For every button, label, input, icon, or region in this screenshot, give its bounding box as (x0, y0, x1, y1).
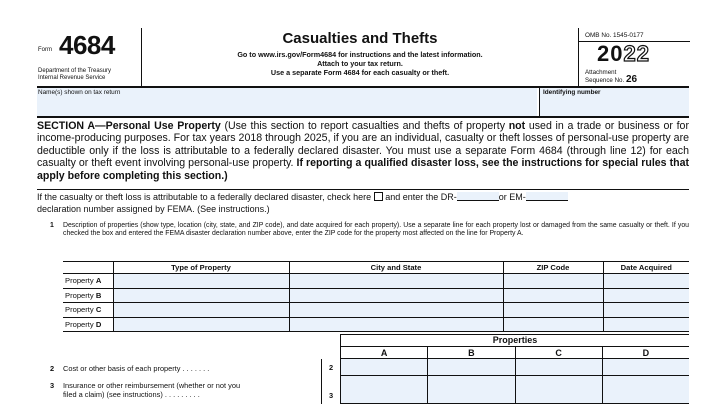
fema-text-2: and enter the DR- (385, 192, 457, 202)
section-a-heading: SECTION A—Personal Use Property (37, 120, 221, 132)
line-1 (37, 222, 689, 239)
line-2-b-field[interactable] (427, 359, 514, 376)
property-d-zip-field[interactable] (503, 317, 603, 332)
line-3-d-field[interactable] (602, 376, 689, 404)
header-instructions (142, 50, 578, 77)
line-1-description: Description of properties (show type, location (city, state, and ZIP code), and date acquired for each property). Use a separate line for each property lost or damaged from the same casualty or theft. If you checked the box and entered the FEMA disaster declaration number above, enter the ZIP code for the property most affected on the line for Property A. (63, 222, 689, 238)
omb-block (578, 28, 689, 86)
section-a-bold-tail: If reporting a qualified disaster loss, see the instructions for special rules that apply before completing this section.) (37, 157, 689, 182)
line-2-cells (340, 359, 689, 376)
fema-disaster-checkbox[interactable] (374, 192, 383, 201)
line-3-a-field[interactable] (340, 376, 427, 404)
header-zip-code: ZIP Code (503, 262, 603, 274)
property-word: Property (65, 276, 94, 286)
sequence-label: Sequence No. (585, 77, 625, 84)
fema-checkbox-line (37, 191, 689, 215)
line-3-b-field[interactable] (427, 376, 514, 404)
table-row (63, 274, 689, 289)
property-c-type-field[interactable] (113, 303, 289, 318)
tax-year (597, 41, 650, 67)
line-3-number: 3 (50, 381, 55, 390)
properties-columns (340, 347, 689, 359)
property-b-label (63, 288, 113, 303)
property-b-city-field[interactable] (289, 288, 503, 303)
line-2-text (63, 364, 209, 373)
dr-number-field[interactable] (457, 192, 499, 201)
section-a-intro (37, 120, 689, 182)
property-a-type-field[interactable] (113, 274, 289, 289)
property-a-city-field[interactable] (289, 274, 503, 289)
property-letter: C (95, 305, 102, 315)
property-table-header (63, 262, 689, 274)
properties-column-d: D (602, 347, 689, 358)
instruction-line-2: Attach to your tax return. (317, 59, 403, 68)
tax-year-suffix: 22 (623, 41, 650, 66)
property-a-zip-field[interactable] (503, 274, 603, 289)
section-a-text-2: used in a trade or business or for income-producing purposes. For tax years 2018 through 2025, if you are an individual, casualty or theft losses of personal-use property are deductible only if the loss is attributable to a federally declared disaster. You must use a separate Form 4684 (through line 12) for each casualty or theft event involving personal-use property. (37, 120, 689, 170)
property-letter: D (95, 319, 102, 329)
line-2-a-field[interactable] (340, 359, 427, 376)
line-3-dots: . . . . . . . . . (164, 390, 200, 399)
instruction-line-1: Go to www.irs.gov/Form4684 for instructions and the latest information. (237, 50, 483, 59)
department (38, 68, 142, 82)
property-c-city-field[interactable] (289, 303, 503, 318)
section-a-not: not (508, 120, 526, 132)
property-b-zip-field[interactable] (503, 288, 603, 303)
header-city-and-state: City and State (289, 262, 503, 274)
table-row (63, 317, 689, 332)
property-b-date-field[interactable] (603, 288, 689, 303)
line-3 (37, 376, 689, 404)
line-3-label-2: filed a claim) (see instructions) (63, 390, 163, 399)
omb-number: OMB No. 1545-0177 (585, 32, 644, 39)
property-b-type-field[interactable] (113, 288, 289, 303)
title-block (142, 28, 578, 86)
em-number-field[interactable] (526, 192, 568, 201)
form-header (37, 28, 689, 88)
form-word: Form (38, 47, 52, 53)
section-a-text-1: (Use this section to report casualties and thefts of property (220, 120, 509, 132)
identifying-number-label: Identifying number (543, 89, 601, 96)
form-id-block (37, 28, 142, 86)
property-table (63, 261, 689, 332)
line-2 (37, 359, 689, 376)
department-treasury: Department of the Treasury (38, 68, 112, 74)
property-c-date-field[interactable] (603, 303, 689, 318)
attachment-sequence (585, 69, 637, 84)
line-2-box-number: 2 (321, 359, 340, 376)
property-a-label (63, 274, 113, 289)
section-divider (37, 189, 689, 190)
fema-text-4: declaration number assigned by FEMA. (See instructions.) (37, 204, 270, 214)
table-row (63, 303, 689, 318)
name-label: Name(s) shown on tax return (38, 89, 121, 96)
line-1-number: 1 (50, 222, 54, 229)
property-d-type-field[interactable] (113, 317, 289, 332)
property-header-blank (63, 262, 113, 274)
instruction-line-3: Use a separate Form 4684 for each casualty or theft. (270, 68, 450, 77)
line-2-d-field[interactable] (602, 359, 689, 376)
sequence-number: 26 (625, 74, 638, 85)
fema-text-1: If the casualty or theft loss is attributable to a federally declared disaster, check here (37, 192, 372, 202)
property-letter: B (95, 290, 102, 300)
line-2-label: Cost or other basis of each property (63, 364, 181, 373)
line-2-number: 2 (50, 364, 55, 373)
tax-year-prefix: 20 (597, 41, 624, 66)
form-title: Casualties and Thefts (282, 30, 438, 47)
properties-column-b: B (427, 347, 514, 358)
line-3-box-number: 3 (321, 376, 340, 404)
line-3-c-field[interactable] (515, 376, 602, 404)
property-c-label (63, 303, 113, 318)
property-c-zip-field[interactable] (503, 303, 603, 318)
properties-column-c: C (515, 347, 602, 358)
line-3-cells (340, 376, 689, 404)
fema-text-3: or EM- (498, 192, 526, 202)
header-type-of-property: Type of Property (113, 262, 289, 274)
property-word: Property (65, 290, 94, 300)
properties-column-a: A (340, 347, 427, 358)
property-letter: A (95, 276, 102, 286)
properties-heading: Properties (340, 334, 689, 347)
property-d-date-field[interactable] (603, 317, 689, 332)
form-number: 4684 (59, 30, 115, 60)
property-a-date-field[interactable] (603, 274, 689, 289)
property-d-city-field[interactable] (289, 317, 503, 332)
line-2-dots: . . . . . . . (182, 364, 210, 373)
name-row (37, 88, 689, 118)
property-d-label (63, 317, 113, 332)
property-word: Property (65, 305, 94, 315)
line-3-label-1: Insurance or other reimbursement (whether or not you (63, 381, 241, 390)
line-2-c-field[interactable] (515, 359, 602, 376)
property-word: Property (65, 319, 94, 329)
department-irs: Internal Revenue Service (38, 75, 106, 81)
header-date-acquired: Date Acquired (603, 262, 689, 274)
table-row (63, 288, 689, 303)
attachment-label: Attachment (585, 69, 617, 76)
line-3-text (63, 381, 240, 399)
